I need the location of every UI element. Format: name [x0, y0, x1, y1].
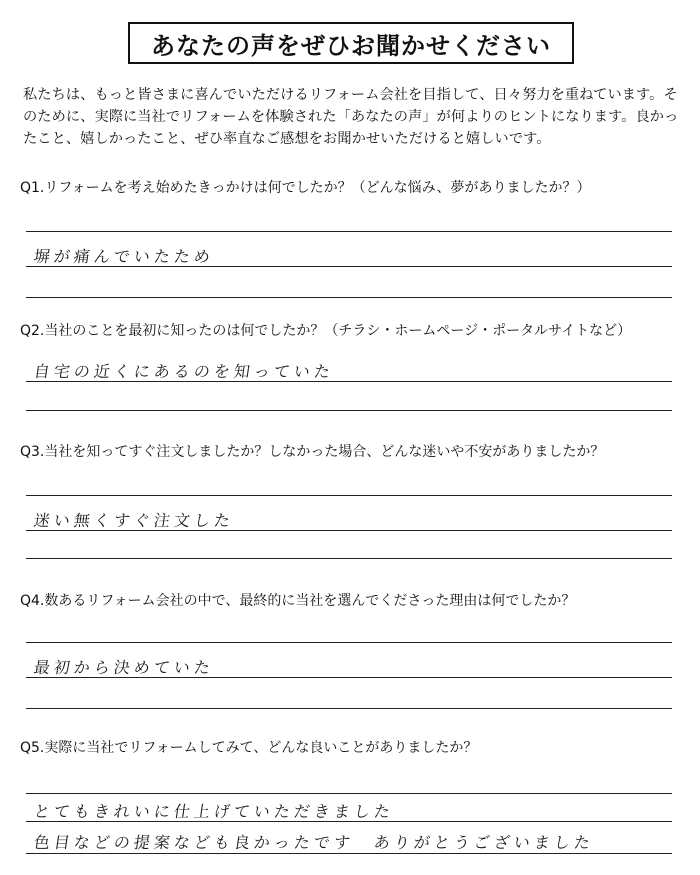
question-4: Q4.数あるリフォーム会社の中で、最終的に当社を選んでくださった理由は何でしたか？ [20, 593, 576, 609]
answer-3-line-1: 迷い無くすぐ注文した [32, 511, 236, 530]
intro-text: 私たちは、もっと皆さまに喜んでいただけるリフォーム会社を目指して、日々努力を重ねています。そのために、実際に当社でリフォームを体験された「あなたの声」が何よりのヒントになります。良かったこと、嬉しかったこと、ぜひ率直なご感想をお聞かせいただけると嬉しいです。 [23, 87, 679, 147]
answer-line [26, 677, 672, 678]
answer-line [26, 708, 672, 709]
answer-line [26, 410, 672, 411]
answer-5-line-1: とてもきれいに仕上げていただきました [32, 802, 396, 821]
question-5: Q5.実際に当社でリフォームしてみて、どんな良いことがありましたか？ [20, 740, 478, 756]
answer-line [26, 297, 672, 298]
answer-line [26, 642, 672, 643]
answer-line [26, 266, 672, 267]
answer-line [26, 530, 672, 531]
answer-line [26, 231, 672, 232]
question-2: Q2.当社のことを最初に知ったのは何でしたか？（チラシ・ホームページ・ポータルサイトなど） [20, 323, 632, 339]
answer-2-line-1: 自宅の近くにあるのを知っていた [32, 362, 336, 381]
question-1: Q1.リフォームを考え始めたきっかけは何でしたか？（どんな悩み、夢がありましたか？） [20, 180, 591, 196]
question-3: Q3.当社を知ってすぐ注文しましたか？しなかった場合、どんな迷いや不安がありましたか？ [20, 444, 605, 460]
answer-line [26, 853, 672, 854]
answer-1-line-1: 塀が痛んでいたため [32, 247, 216, 266]
answer-5-line-2: 色目などの提案なども良かったです ありがとうございました [32, 833, 596, 852]
answer-4-line-1: 最初から決めていた [32, 658, 216, 677]
answer-line [26, 793, 672, 794]
answer-line [26, 558, 672, 559]
answer-line [26, 495, 672, 496]
answer-line [26, 821, 672, 822]
page-title: あなたの声をぜひお聞かせください [128, 22, 574, 64]
answer-line [26, 381, 672, 382]
